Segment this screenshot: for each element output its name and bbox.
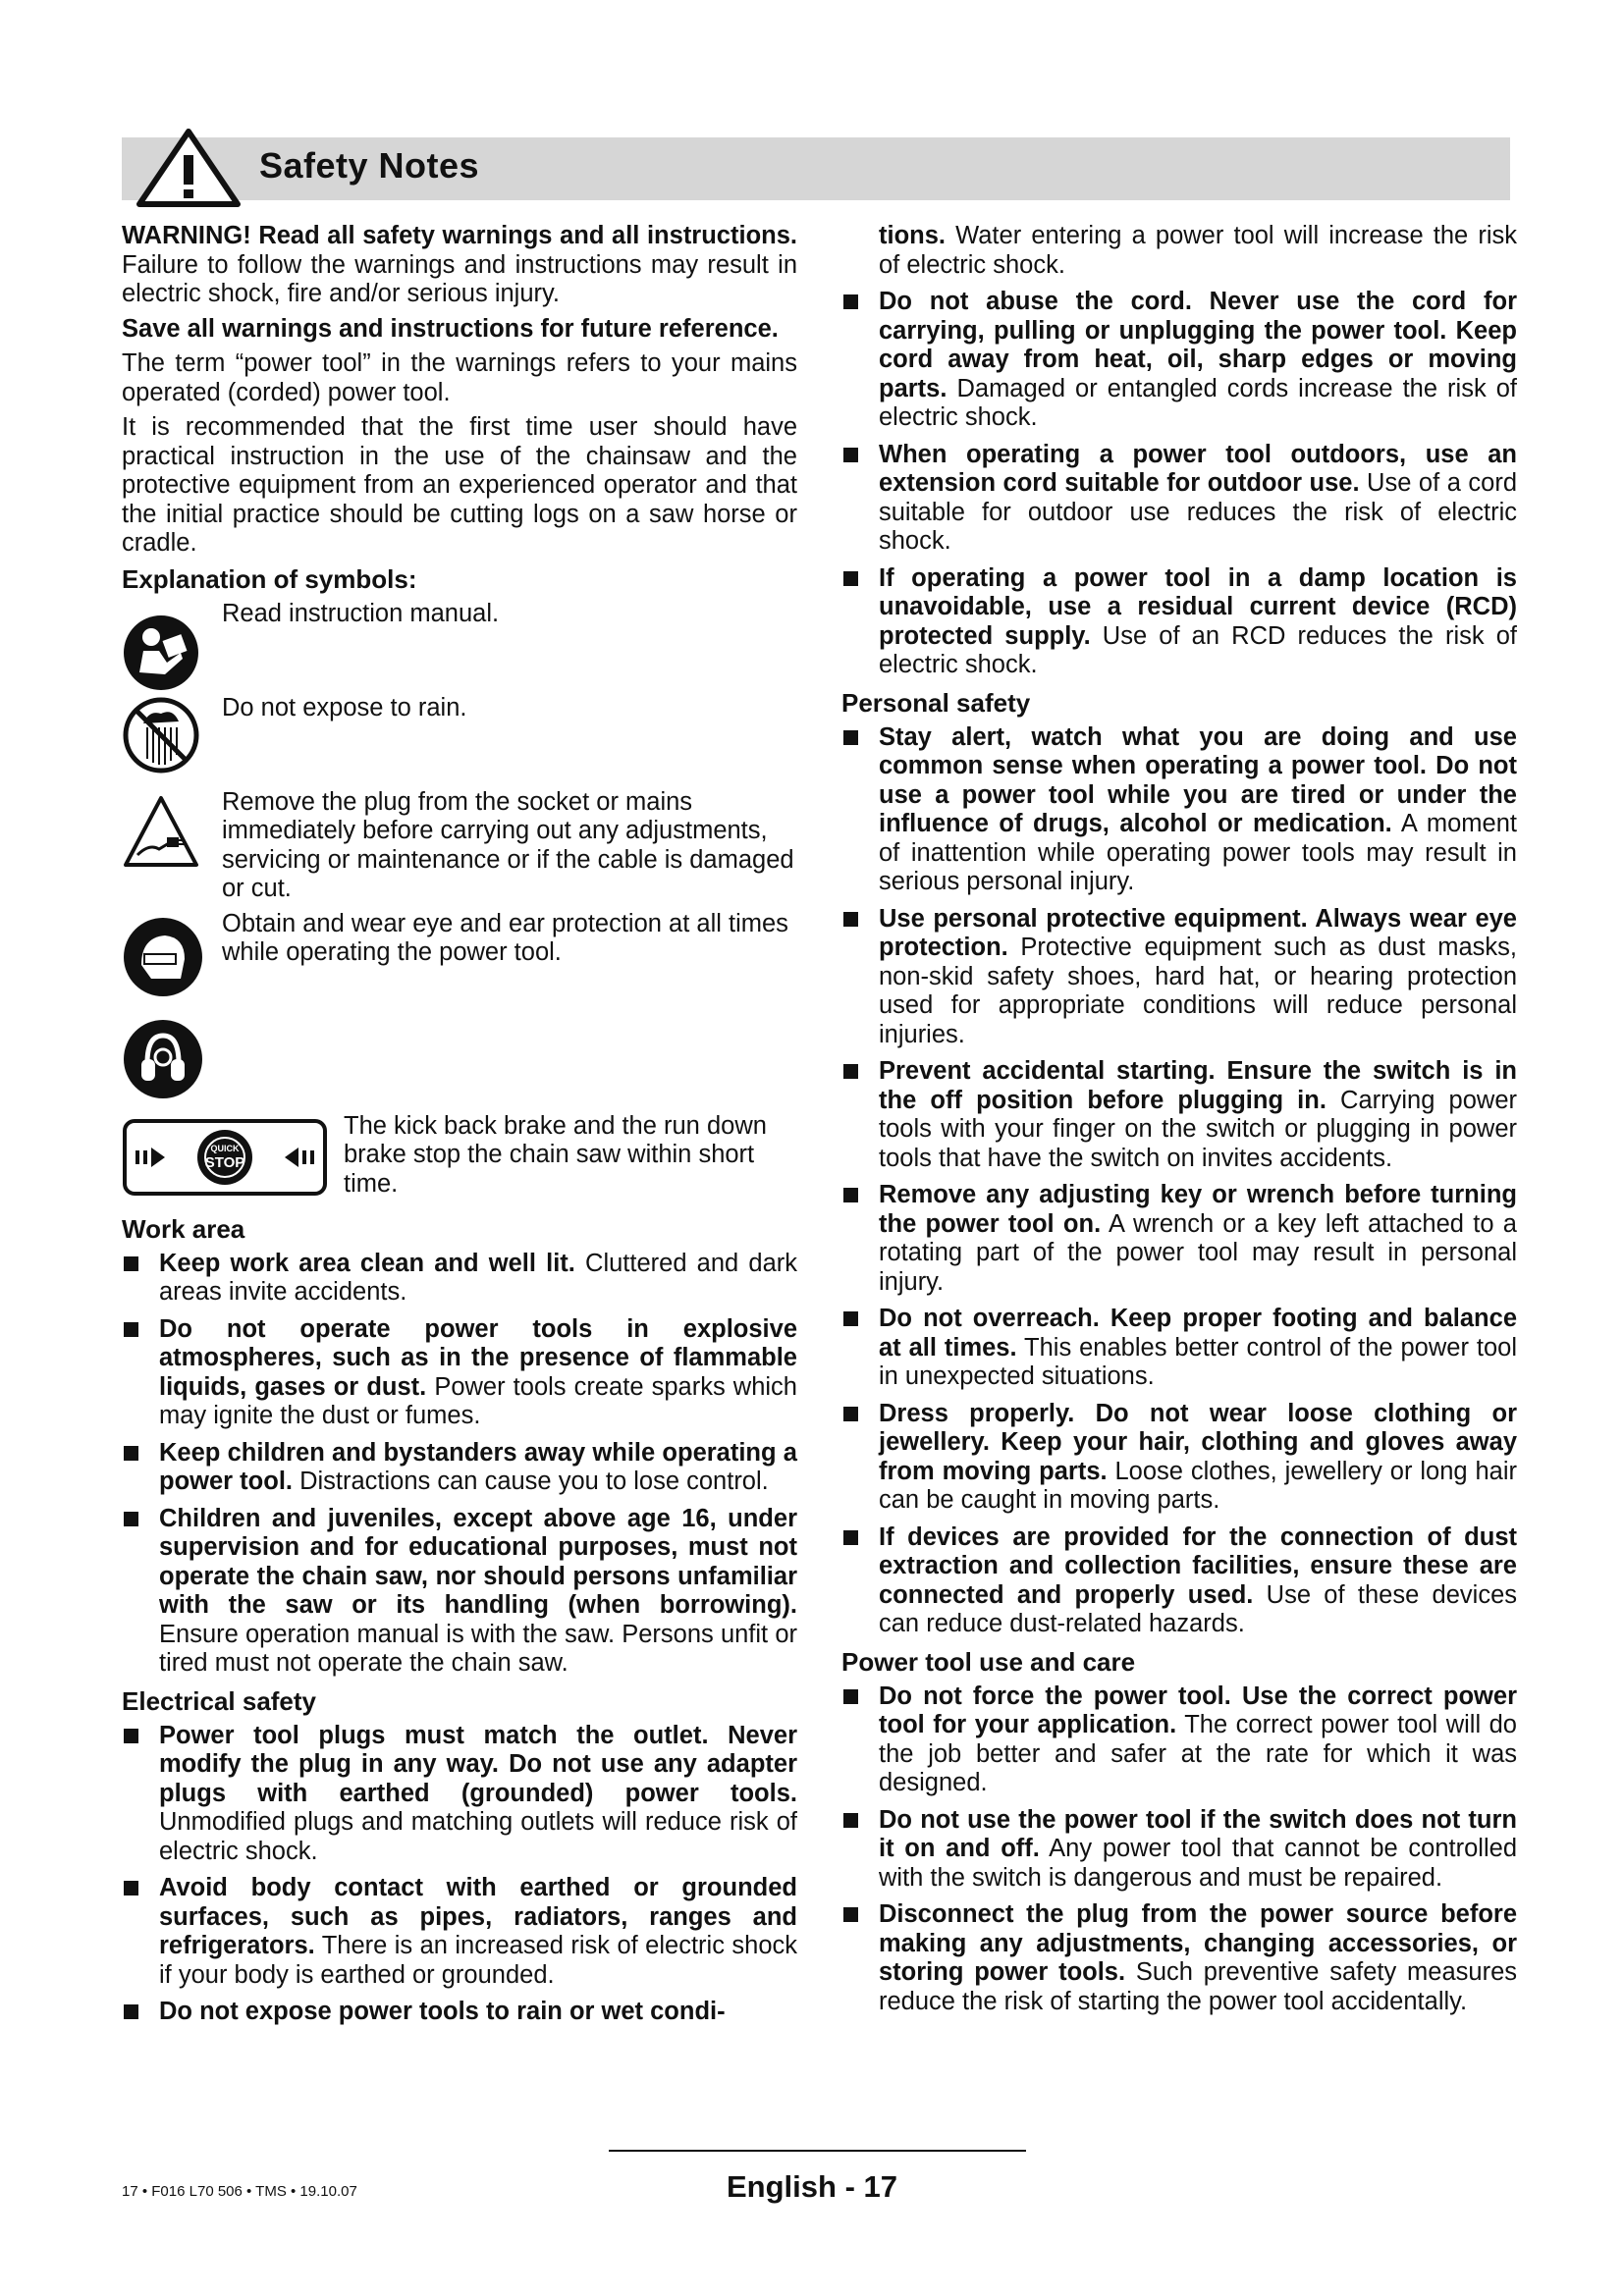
list-item: Do not expose power tools to rain or wet condi-	[122, 1998, 797, 2027]
list-item: Do not use the power tool if the switch does not turn it on and off. Any power tool that cannot be controlled with the switch is dangerous and must be repaired.	[841, 1806, 1517, 1894]
list-item: Keep work area clean and well lit. Cluttered and dark areas invite accidents.	[122, 1250, 797, 1308]
list-item: Use personal protective equipment. Always wear eye protection. Protective equipment such as dust masks, non-skid safety shoes, hard hat, or hearing protection used for appropriate conditions will reduce personal injuries.	[841, 905, 1517, 1050]
no-rain-icon	[122, 694, 200, 776]
list-item: Remove any adjusting key or wrench before turning the power tool on. A wrench or a key left attached to a rotating part of the power tool may result in personal injury.	[841, 1181, 1517, 1297]
left-column	[122, 222, 797, 2035]
symbol-eye-protection: Obtain and wear eye and ear protection at all times while operating the power tool.	[122, 910, 797, 1008]
list-item-continued: tions. Water entering a power tool will increase the risk of electric shock.	[879, 222, 1517, 279]
footer-divider	[609, 2150, 1026, 2152]
list-item: Stay alert, watch what you are doing and use common sense when operating a power tool. Do not use a power tool while you are tired or under the influence of drugs, alcohol or medication. A moment of inattention while operating power tools may result in serious personal injury.	[841, 723, 1517, 897]
recommend-paragraph: It is recommended that the first time user should have practical instruction in the use of the chainsaw and the protective equipment from an experienced operator and that the initial practice should be cutting logs on a saw horse or cradle.	[122, 413, 797, 557]
header-banner	[122, 137, 1510, 200]
unplug-warning-icon	[122, 794, 200, 871]
list-item: Children and juveniles, except above age 16, under supervision and for educational purposes, must not operate the chain saw, nor should persons unfamiliar with the saw or its handling (when borrowing). Ensure operation manual is with the saw. Persons unfit or tired must not operate the chain saw.	[122, 1505, 797, 1679]
eye-protection-icon	[122, 916, 204, 998]
symbol-no-rain: Do not expose to rain.	[122, 694, 797, 788]
list-item: If devices are provided for the connection of dust extraction and collection facilities, ensure these are connected and properly used. Use of these devices can reduce dust-related hazards.	[841, 1523, 1517, 1639]
electrical-heading: Electrical safety	[122, 1685, 317, 1716]
list-item: When operating a power tool outdoors, use an extension cord suitable for outdoor use. Use of a cord suitable for outdoor use reduces the risk of electric shock.	[841, 441, 1517, 557]
quick-stop-label-quick: QUICK	[210, 1143, 240, 1153]
symbols-heading: Explanation of symbols:	[122, 563, 417, 594]
right-column	[841, 222, 1517, 2024]
term-paragraph: The term “power tool” in the warnings refers to your mains operated (corded) power tool.	[122, 349, 797, 406]
warning-paragraph: WARNING! Read all safety warnings and all instructions. Failure to follow the warnings and instructions may result in electric shock, fire and/or serious injury.	[122, 222, 797, 307]
symbol-ear-protection	[122, 1014, 797, 1112]
list-item: Do not operate power tools in explosive atmospheres, such as in the presence of flammable liquids, gases or dust. Power tools create sparks which may ignite the dust or fumes.	[122, 1315, 797, 1431]
quick-stop-label-stop: STOP	[204, 1153, 245, 1171]
list-item: Do not overreach. Keep proper footing and balance at all times. This enables better control of the power tool in unexpected situations.	[841, 1305, 1517, 1392]
list-item: Keep children and bystanders away while operating a power tool. Distractions can cause you to lose control.	[122, 1439, 797, 1497]
symbol-read-manual: Read instruction manual.	[122, 600, 797, 694]
tool-use-heading: Power tool use and care	[841, 1646, 1136, 1677]
footer-code: 17 • F016 L70 506 • TMS • 19.10.07	[122, 2183, 357, 2200]
list-item: If operating a power tool in a damp location is unavoidable, use a residual current device (RCD) protected supply. Use of an RCD reduces the risk of electric shock.	[841, 564, 1517, 680]
list-item: Power tool plugs must match the outlet. Never modify the plug in any way. Do not use any adapter plugs with earthed (grounded) power tools. Unmodified plugs and matching outlets will reduce risk of electric shock.	[122, 1722, 797, 1867]
work-area-heading: Work area	[122, 1213, 245, 1244]
read-manual-icon	[122, 614, 200, 692]
symbol-quick-stop: QUICK STOP The kick back brake and the run down brake stop the chain saw within short time.	[122, 1112, 797, 1210]
list-item: Prevent accidental starting. Ensure the switch is in the off position before plugging in. Carrying power tools with your finger on the switch or plugging in power tools that have the switch on invites accidents.	[841, 1057, 1517, 1173]
symbol-unplug: Remove the plug from the socket or mains immediately before carrying out any adjustments, servicing or maintenance or if the cable is damaged or cut.	[122, 788, 797, 910]
personal-safety-heading: Personal safety	[841, 687, 1031, 718]
page-number: English - 17	[727, 2169, 897, 2204]
save-paragraph: Save all warnings and instructions for future reference.	[122, 314, 779, 343]
quick-stop-icon	[122, 1118, 328, 1197]
page-title: Safety Notes	[259, 145, 480, 186]
ear-protection-icon	[122, 1018, 204, 1100]
list-item: Do not force the power tool. Use the correct power tool for your application. The correct power tool will do the job better and safer at the rate for which it was designed.	[841, 1682, 1517, 1798]
warning-triangle-icon	[122, 126, 255, 208]
list-item: Dress properly. Do not wear loose clothing or jewellery. Keep your hair, clothing and gloves away from moving parts. Loose clothes, jewellery or long hair can be caught in moving parts.	[841, 1400, 1517, 1516]
list-item: Do not abuse the cord. Never use the cord for carrying, pulling or unplugging the power tool. Keep cord away from heat, oil, sharp edges or moving parts. Damaged or entangled cords increase the risk of electric shock.	[841, 288, 1517, 433]
list-item: Disconnect the plug from the power source before making any adjustments, changing accessories, or storing power tools. Such preventive safety measures reduce the risk of starting the power tool accidentally.	[841, 1900, 1517, 2016]
list-item: Avoid body contact with earthed or grounded surfaces, such as pipes, radiators, ranges and refrigerators. There is an increased risk of electric shock if your body is earthed or grounded.	[122, 1874, 797, 1990]
